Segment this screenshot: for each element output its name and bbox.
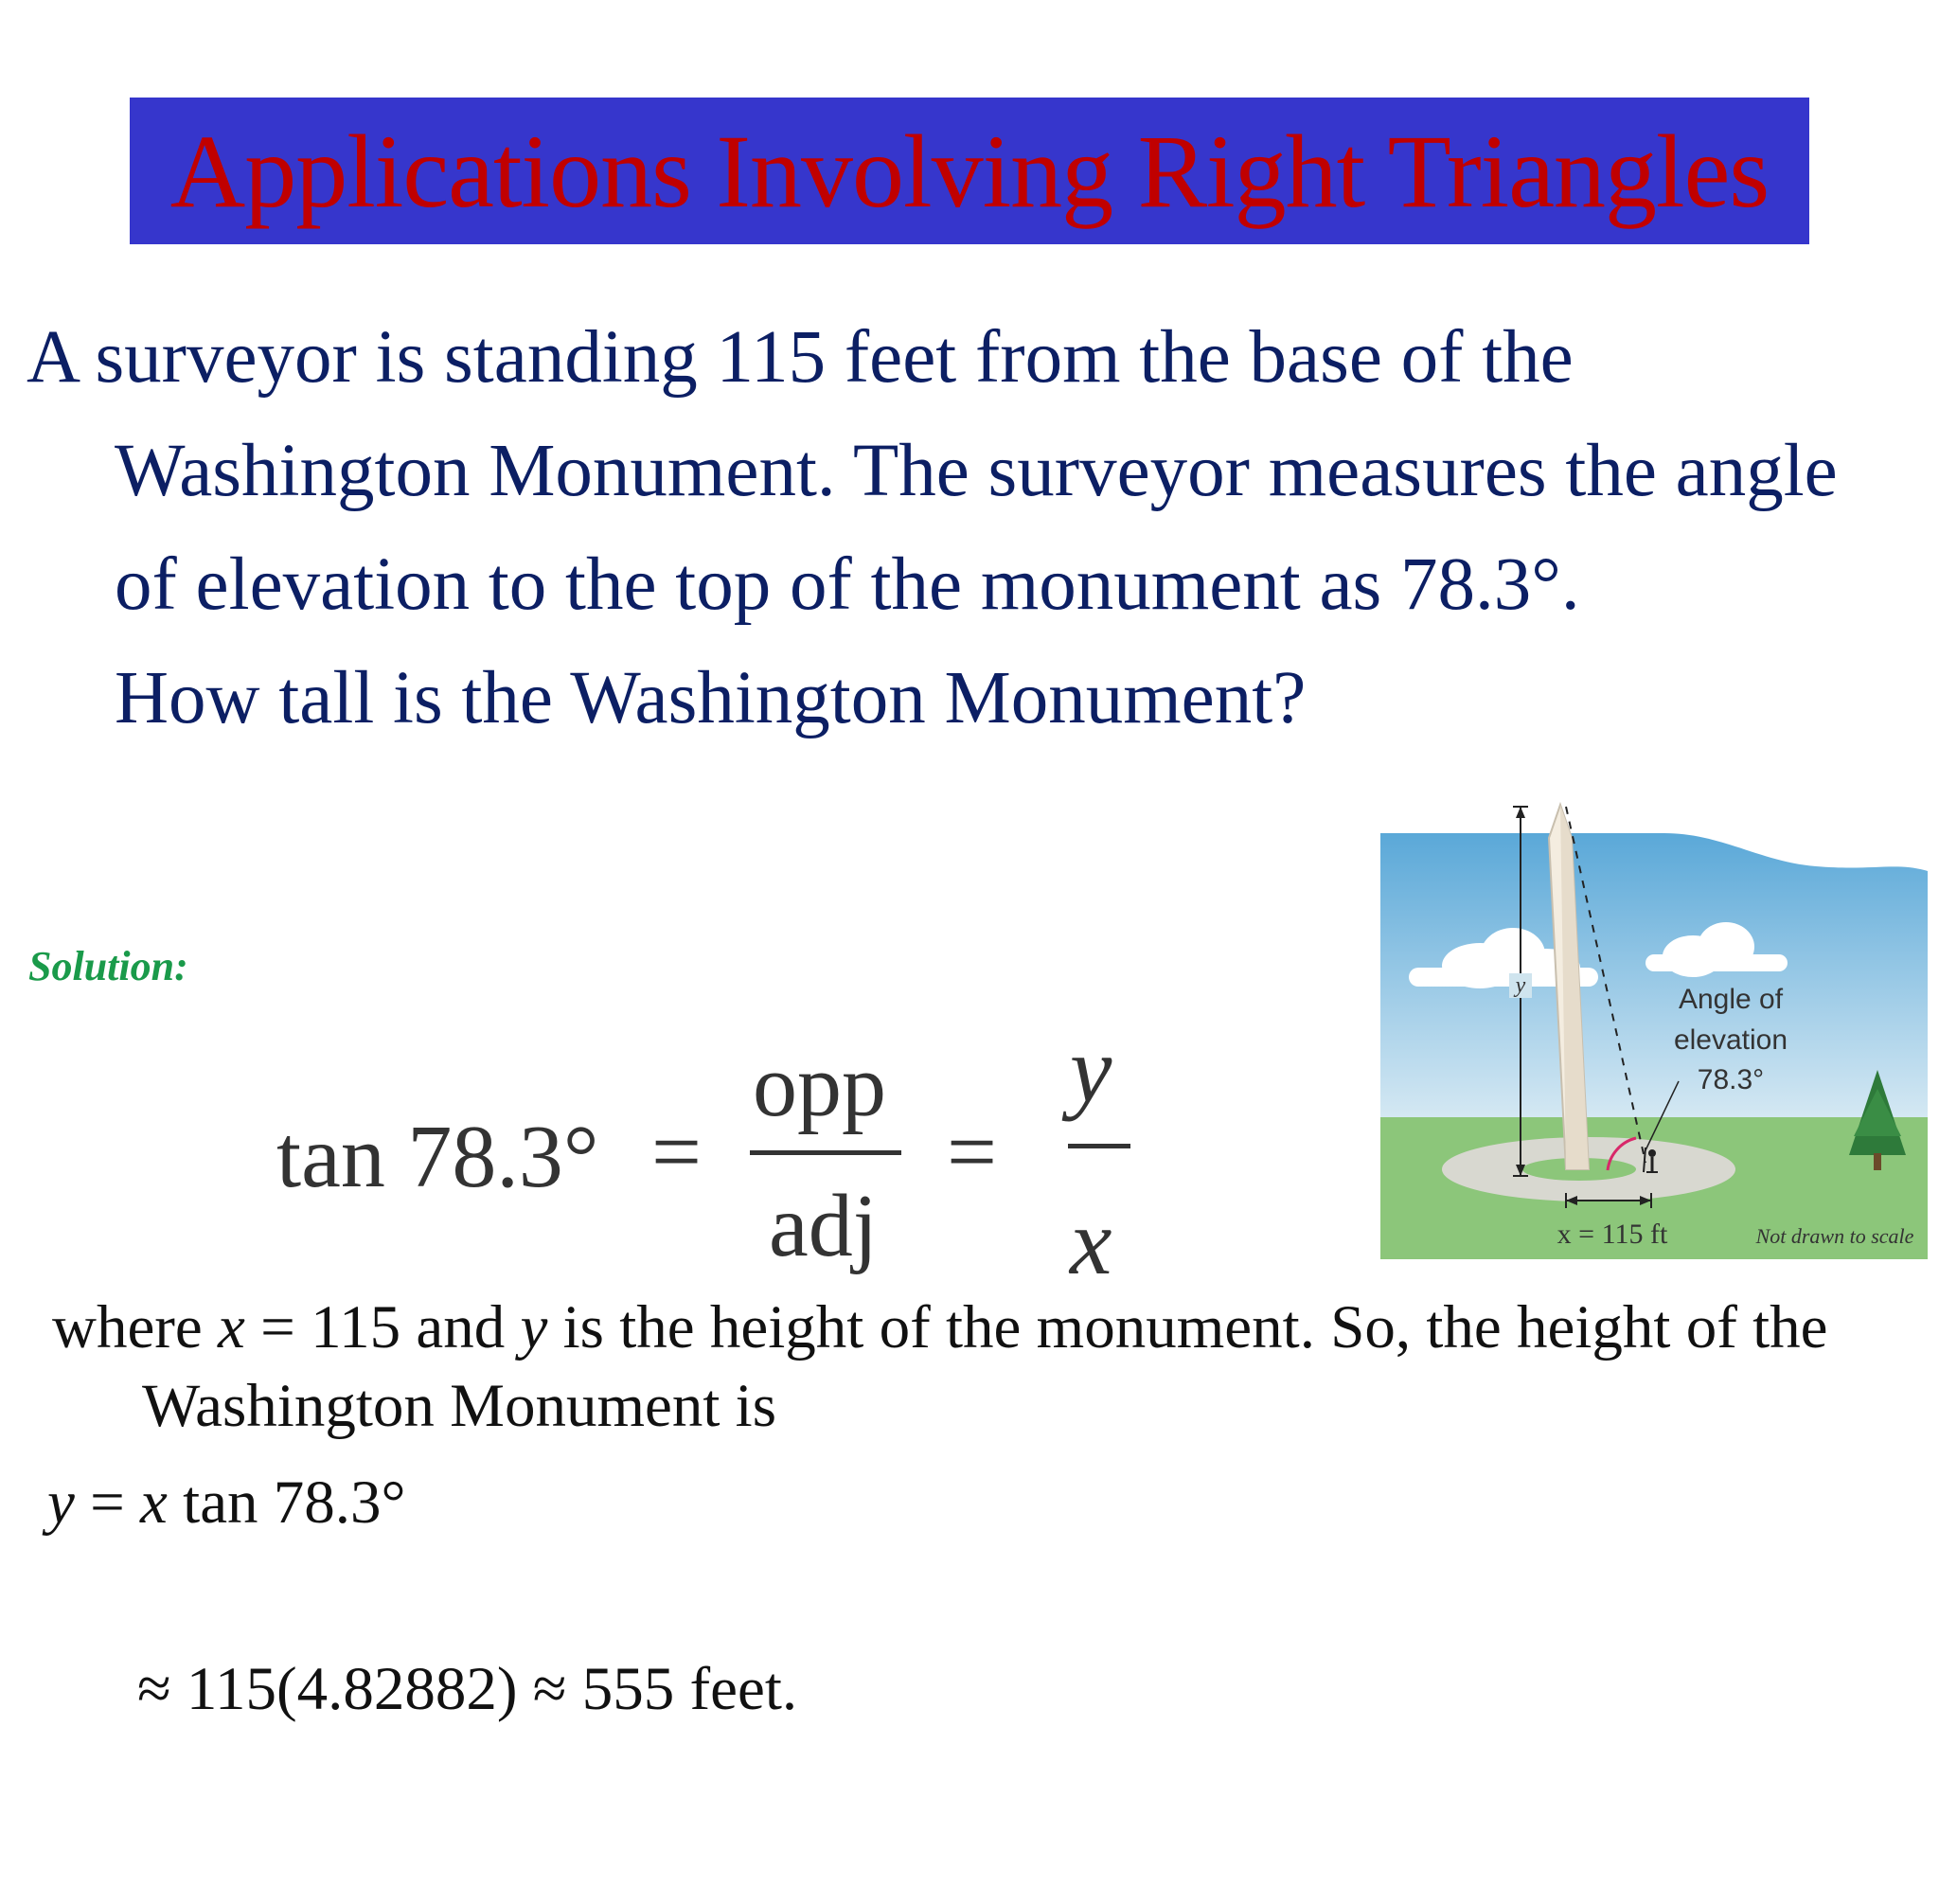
problem-line-4: How tall is the Washington Monument? <box>115 657 1307 739</box>
fraction-numerator-opp: opp <box>753 1037 886 1135</box>
title-banner <box>130 98 1809 244</box>
fraction-bar-2 <box>1068 1144 1130 1148</box>
result-equals: = <box>74 1468 141 1537</box>
equation-equals-1: = <box>651 1103 703 1201</box>
figure-y-label: y <box>1515 973 1526 998</box>
result-tan-term: tan 78.3° <box>167 1468 406 1537</box>
sky-top-white <box>1380 795 1928 833</box>
problem-line-1: A surveyor is standing 115 feet from the base of the <box>27 316 1574 399</box>
angle-value-label: 78.3° <box>1697 1064 1765 1095</box>
explanation-text-c: is the height of the monument. So, the height of the <box>547 1293 1828 1361</box>
slide-title: Applications Involving Right Triangles <box>169 113 1770 229</box>
explanation-var-y: y <box>520 1293 548 1361</box>
explanation-text-b: = 115 and <box>244 1293 521 1361</box>
fraction-denominator-adj: adj <box>769 1177 878 1275</box>
angle-label-line-1: Angle of <box>1678 984 1784 1015</box>
monument-figure <box>1380 795 1928 1259</box>
fraction-denominator-x: x <box>1070 1189 1112 1294</box>
explanation-line-1 <box>52 1293 1828 1361</box>
problem-line-2: Washington Monument. The surveyor measures the angle <box>115 430 1838 512</box>
result-var-y: y <box>47 1468 75 1537</box>
monument-illustration <box>1380 795 1928 1259</box>
result-var-x: x <box>140 1468 168 1537</box>
problem-line-3: of elevation to the top of the monument as 78.3°. <box>115 543 1580 626</box>
fraction-bar-1 <box>750 1150 901 1155</box>
angle-label-line-2: elevation <box>1673 1024 1788 1056</box>
equation-lhs: tan 78.3° <box>276 1108 599 1206</box>
scale-note: Not drawn to scale <box>1755 1224 1914 1248</box>
explanation-line-2: Washington Monument is <box>142 1372 777 1440</box>
explanation-text-a: where <box>52 1293 219 1361</box>
result-line-1 <box>47 1468 406 1537</box>
equation-equals-2: = <box>947 1103 998 1201</box>
distance-label: x = 115 ft <box>1557 1219 1668 1250</box>
solution-label: Solution: <box>28 943 188 989</box>
explanation-var-x: x <box>218 1293 245 1361</box>
result-approximation-line: ≈ 115(4.82882) ≈ 555 feet. <box>137 1655 798 1723</box>
fraction-numerator-y: y <box>1070 1017 1112 1122</box>
